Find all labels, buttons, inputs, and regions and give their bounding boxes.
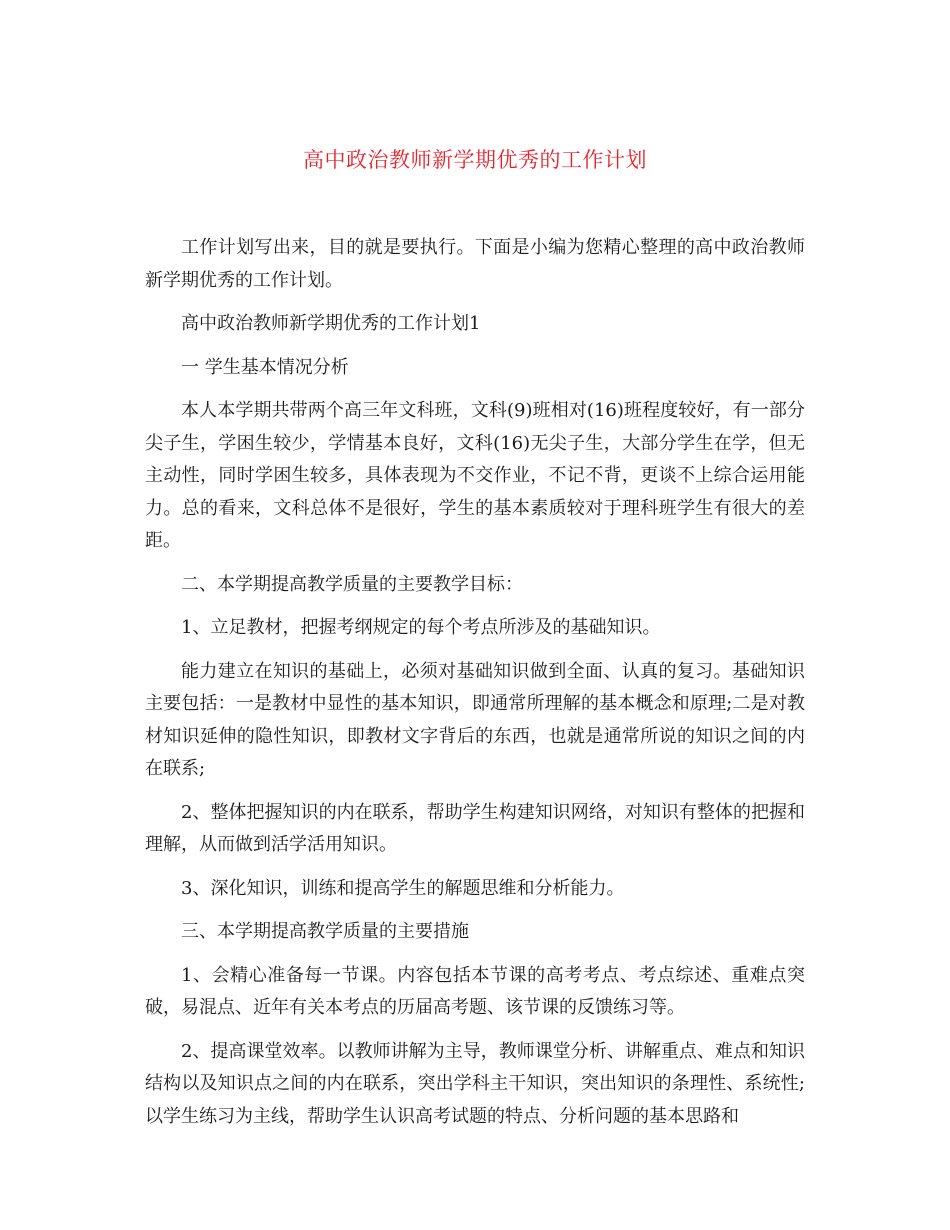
section-heading-2: 二、本学期提高教学质量的主要教学目标： [181, 573, 523, 595]
paragraph-goal-1: 1、立足教材，把握考纲规定的每个考点所涉及的基础知识。 [181, 617, 661, 638]
document-body [145, 232, 805, 1144]
paragraph-measure-1: 1、会精心准备每一节课。内容包括本节课的高考考点、考点综述、重难点突破，易混点、近年有关本考点的历届高考题、该节课的反馈练习等。 [145, 964, 805, 1018]
paragraph-intro: 工作计划写出来，目的就是要执行。下面是小编为您精心整理的高中政治教师新学期优秀的工作计划。 [145, 237, 805, 291]
paragraph-goal-2: 2、整体把握知识的内在联系，帮助学生构建知识网络，对知识有整体的把握和理解，从而做到活学活用知识。 [145, 801, 805, 855]
paragraph-basic-knowledge: 能力建立在知识的基础上，必须对基础知识做到全面、认真的复习。基础知识主要包括：一是教材中显性的基本知识，即通常所理解的基本概念和原理;二是对教材知识延伸的隐性知识，即教材文字背后的东西，也就是通常所说的知识之间的内在联系; [145, 660, 805, 779]
paragraph-student-analysis: 本人本学期共带两个高三年文科班，文科(9)班相对(16)班程度较好，有一部分尖子生，学困生较少，学情基本良好，文科(16)无尖子生，大部分学生在学，但无主动性，同时学困生较多，具体表现为不交作业，不记不背，更谈不上综合运用能力。总的看来，文科总体不是很好，学生的基本素质较对于理科班学生有很大的差距。 [145, 400, 805, 551]
paragraph-goal-3: 3、深化知识，训练和提高学生的解题思维和分析能力。 [181, 877, 625, 899]
section-heading-1: 一 学生基本情况分析 [181, 356, 349, 378]
section-heading-3: 三、本学期提高教学质量的主要措施 [181, 921, 469, 942]
paragraph-plan-heading: 高中政治教师新学期优秀的工作计划1 [181, 313, 481, 334]
document-title: 高中政治教师新学期优秀的工作计划 [303, 148, 647, 172]
paragraph-measure-2: 2、提高课堂效率。以教师讲解为主导，教师课堂分析、讲解重点、难点和知识结构以及知识点之间的内在联系，突出学科主干知识，突出知识的条理性、系统性;以学生练习为主线，帮助学生认识高考试题的特点、分析问题的基本思路和 [145, 1040, 805, 1127]
